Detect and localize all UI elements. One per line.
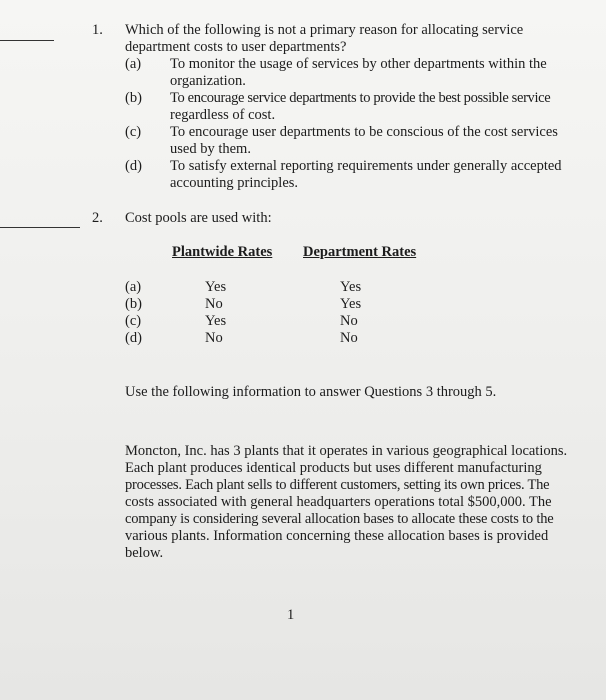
info-intro: Use the following information to answer Questions 3 through 5. xyxy=(125,384,497,400)
q1-option-letter: (c) xyxy=(125,124,142,140)
q2-row-plantwide: No xyxy=(205,330,223,346)
q2-row-letter: (d) xyxy=(125,330,142,346)
q2-row-department: No xyxy=(340,330,358,346)
question-1-stem-line2: department costs to user departments? xyxy=(125,39,347,55)
q1-option-d-line2: accounting principles. xyxy=(170,175,299,191)
question-2-stem: Cost pools are used with: xyxy=(125,210,272,226)
answer-blank-q1 xyxy=(0,40,54,41)
question-1-stem-line1: Which of the following is not a primary reason for allocating service xyxy=(125,22,524,38)
q2-row-plantwide: Yes xyxy=(205,313,227,329)
q2-row-letter: (c) xyxy=(125,313,142,329)
q1-option-letter: (d) xyxy=(125,158,142,174)
paragraph-line: company is considering several allocation bases to allocate these costs to the xyxy=(125,511,554,527)
q1-option-c-line2: used by them. xyxy=(170,141,251,157)
paragraph-line: below. xyxy=(125,545,164,561)
q1-option-letter: (b) xyxy=(125,90,142,106)
q1-option-a-line1: To monitor the usage of services by other departments within the xyxy=(170,56,547,72)
paragraph-line: Moncton, Inc. has 3 plants that it operates in various geographical locations. xyxy=(125,443,568,459)
q2-row-department: No xyxy=(340,313,358,329)
question-1-number: 1. xyxy=(92,22,103,38)
page-number: 1 xyxy=(287,607,295,623)
q1-option-d-line1: To satisfy external reporting requirements under generally accepted xyxy=(170,158,562,174)
q1-option-c-line1: To encourage user departments to be conscious of the cost services xyxy=(170,124,558,140)
q2-row-plantwide: No xyxy=(205,296,223,312)
q2-row-plantwide: Yes xyxy=(205,279,227,295)
paragraph-line: processes. Each plant sells to different customers, setting its own prices. The xyxy=(125,477,550,493)
department-rates-header: Department Rates xyxy=(303,244,417,260)
paragraph-line: various plants. Information concerning these allocation bases is provided xyxy=(125,528,549,544)
paragraph-line: Each plant produces identical products but uses different manufacturing xyxy=(125,460,542,476)
q1-option-a-line2: organization. xyxy=(170,73,246,89)
plantwide-rates-header: Plantwide Rates xyxy=(172,244,273,260)
q1-option-b-line2: regardless of cost. xyxy=(170,107,276,123)
paragraph-line: costs associated with general headquarters operations total $500,000. The xyxy=(125,494,552,510)
q2-row-letter: (b) xyxy=(125,296,142,312)
q2-row-letter: (a) xyxy=(125,279,142,295)
q1-option-b-line1: To encourage service departments to provide the best possible service xyxy=(170,90,551,106)
q2-row-department: Yes xyxy=(340,296,362,312)
q1-option-letter: (a) xyxy=(125,56,142,72)
question-2-number: 2. xyxy=(92,210,103,226)
answer-blank-q2 xyxy=(0,227,80,228)
q2-row-department: Yes xyxy=(340,279,362,295)
